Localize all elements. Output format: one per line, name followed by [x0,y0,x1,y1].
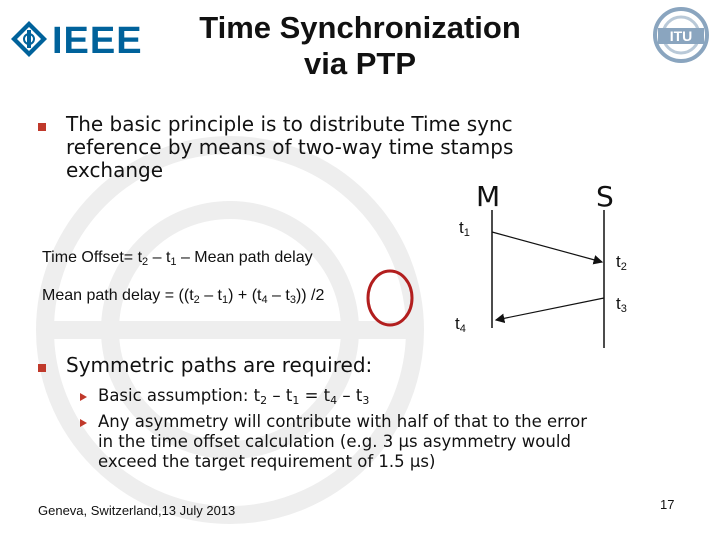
t1-label: $t_1$ [459,218,470,239]
t2-label: $t_2$ [616,252,627,273]
bullet-marker-2 [38,364,46,372]
itu-logo-text: ITU [669,28,693,44]
master-label: M [476,180,501,213]
sub-bullet-marker-1 [80,393,87,401]
ieee-diamond-icon [10,20,48,58]
sync-message-arrow [492,232,602,262]
slave-label: S [596,180,614,213]
highlight-circle [364,268,416,328]
sub-bullet-asymmetry: Any asymmetry will contribute with half of that to the error in the time offset calculation (e.g. 3 μs asymmetry would exceed the target requirement of 1.5 μs) [98,412,587,471]
sub-bullet-assumption: Basic assumption: $t_2 - t_1 = t_4 - t_3$ [98,386,370,407]
sub-bullet-marker-2 [80,419,87,427]
title-line-2: via PTP [304,46,416,81]
footer-location: Geneva, Switzerland,13 July 2013 [38,503,236,518]
t3-label: $t_3$ [616,294,627,315]
bullet-2-text: Symmetric paths are required: [66,353,373,377]
bullet-marker-1 [38,123,46,131]
bullet-1-text: The basic principle is to distribute Time sync reference by means of two-way time stamps exchange [66,112,514,182]
title-line-1: Time Synchronization [199,10,521,45]
itu-logo-icon [652,6,710,64]
slide-title [150,10,570,82]
two-way-timestamp-diagram [470,210,630,355]
mean-path-delay-formula: Mean path delay = $((t_2 - t_1) + (t_4 - t_3))$ /2 [42,287,325,306]
page-number: 17 [660,497,675,512]
time-offset-formula: Time Offset= $t_2 - t_1$ – Mean path delay [42,249,313,268]
ieee-logo: IEEE [52,20,143,62]
delay-request-arrow [496,298,604,320]
t4-label: $t_4$ [455,314,466,335]
